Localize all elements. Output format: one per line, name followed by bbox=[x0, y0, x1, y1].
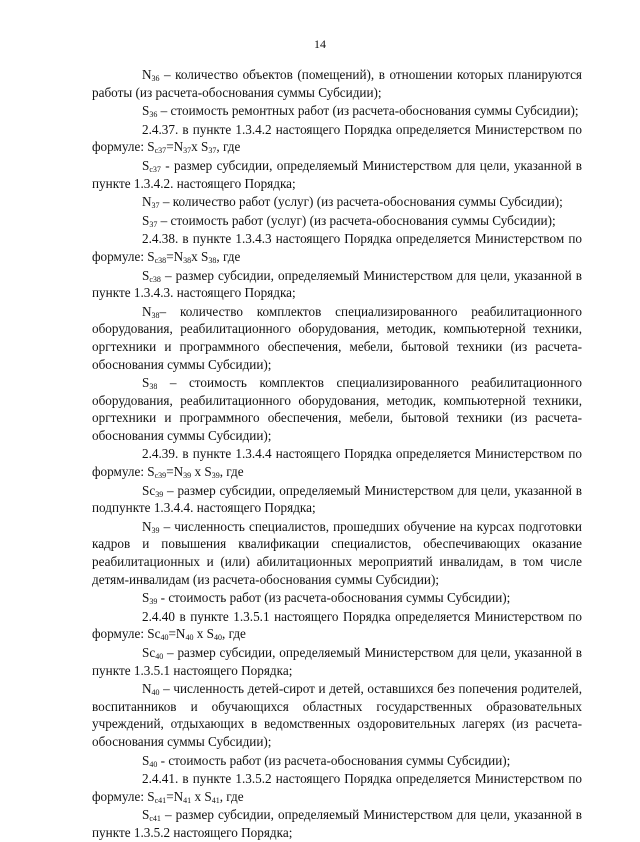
paragraph bbox=[92, 589, 582, 607]
paragraph-text: N bbox=[142, 518, 152, 534]
subscript-index: 37 bbox=[151, 201, 160, 211]
subscript-index: 37 bbox=[208, 146, 217, 156]
paragraph-text: – численность детей-сирот и детей, оставшихся без попечения родителей, воспитанников и обучающихся областных государственных образовательных учреждений, отдыхающих в ведомственных оздоровительных лагерях (из расчета-обоснования суммы Субсидии); bbox=[92, 681, 582, 749]
subscript-index: 40 bbox=[151, 688, 160, 698]
subscript-index: 39 bbox=[151, 525, 160, 535]
paragraph bbox=[92, 482, 582, 517]
subscript-index: 40 bbox=[149, 759, 158, 769]
paragraph-text: – размер субсидии, определяемый Министерством для цели, указанной в пункте 1.3.4.3. настоящего Порядка; bbox=[92, 267, 582, 301]
paragraph bbox=[92, 66, 582, 101]
subscript-index: c41 bbox=[154, 795, 167, 805]
subscript-index: 36 bbox=[151, 74, 160, 83]
paragraph-text: 2.4.38. в пункте 1.3.4.3 настоящего Порядка определяется Министерством по формуле: S bbox=[92, 231, 582, 264]
paragraph-text: Sc bbox=[142, 482, 156, 498]
paragraph-text: , где bbox=[216, 248, 241, 264]
paragraph-text: x S bbox=[191, 139, 209, 155]
paragraph bbox=[92, 608, 582, 643]
subscript-index: 39 bbox=[149, 597, 158, 607]
paragraph-text: - стоимость работ (из расчета-обоснования суммы Субсидии); bbox=[157, 590, 511, 606]
paragraph-text: – численность специалистов, прошедших обучение на курсах подготовки кадров и повышения квалификации специалистов, обеспечивающих оказание реабилитационных и (или) абилитационных мероприятий инвалидам, в том числе детям-инвалидам (из расчета-обоснования суммы Субсидии); bbox=[92, 518, 582, 587]
paragraph bbox=[92, 445, 582, 480]
subscript-index: 39 bbox=[183, 471, 192, 481]
paragraph-text: =N bbox=[166, 464, 184, 480]
page-number: 14 bbox=[314, 37, 326, 51]
subscript-index: 36 bbox=[149, 110, 158, 120]
paragraph bbox=[92, 157, 582, 192]
paragraph-text: N bbox=[142, 303, 152, 319]
paragraph-text: , где bbox=[219, 788, 244, 804]
subscript-index: 38 bbox=[183, 255, 192, 265]
paragraph-text: N bbox=[142, 67, 152, 82]
paragraph bbox=[92, 518, 582, 588]
paragraph bbox=[92, 193, 582, 211]
paragraph-text: - размер субсидии, определяемый Министерством для цели, указанной в пункте 1.3.4.2. настоящего Порядка; bbox=[92, 157, 582, 191]
paragraph-text: 2.4.40 в пункте 1.3.5.1 настоящего Порядка определяется Министерством по формуле: Sc bbox=[92, 608, 582, 642]
paragraph bbox=[92, 267, 582, 302]
paragraph bbox=[92, 374, 582, 444]
subscript-index: c39 bbox=[154, 471, 167, 481]
paragraph-text: - стоимость работ (из расчета-обоснования суммы Субсидии); bbox=[157, 752, 511, 768]
paragraph bbox=[92, 303, 582, 373]
paragraph-text: 2.4.39. в пункте 1.3.4.4 настоящего Порядка определяется Министерством по формуле: S bbox=[92, 446, 582, 480]
paragraph-text: N bbox=[142, 681, 152, 697]
paragraph-text: S bbox=[142, 212, 150, 228]
paragraph-text: – размер субсидии, определяемый Министерством для цели, указанной в пункте 1.3.5.2 настоящего Порядка; bbox=[92, 807, 582, 840]
paragraph-text: S bbox=[142, 267, 150, 283]
paragraph-text: – стоимость комплектов специализированного реабилитационного оборудования, реабилитационного оборудования, методик, компьютерной техники, оргтехники и программного обеспечения, мебели, бытовой техники (из расчета-обоснования суммы Субсидии); bbox=[92, 375, 582, 443]
subscript-index: c38 bbox=[154, 255, 167, 265]
paragraph bbox=[92, 121, 582, 156]
paragraph-text: =N bbox=[166, 788, 184, 804]
paragraph-text: =N bbox=[168, 626, 186, 642]
paragraph bbox=[92, 752, 582, 770]
subscript-index: 40 bbox=[160, 633, 169, 643]
paragraph-text: , где bbox=[221, 626, 246, 642]
document-body bbox=[92, 66, 582, 842]
paragraph-text: – размер субсидии, определяемый Министерством для цели, указанной в пункте 1.3.5.1 настоящего Порядка; bbox=[92, 645, 582, 678]
subscript-index: 39 bbox=[211, 471, 220, 481]
paragraph-text: , где bbox=[219, 464, 244, 480]
paragraph-text: x S bbox=[191, 788, 212, 804]
paragraph-text: S bbox=[142, 375, 150, 391]
paragraph bbox=[92, 680, 582, 750]
subscript-index: 40 bbox=[155, 652, 164, 661]
subscript-index: 37 bbox=[149, 219, 158, 229]
subscript-index: c38 bbox=[149, 274, 161, 284]
paragraph bbox=[92, 806, 582, 841]
paragraph-text: 2.4.37. в пункте 1.3.4.2 настоящего Порядка определяется Министерством по формуле: S bbox=[92, 121, 582, 155]
subscript-index: 40 bbox=[213, 633, 222, 643]
subscript-index: 39 bbox=[155, 489, 164, 499]
paragraph bbox=[92, 644, 582, 679]
paragraph-text: x S bbox=[193, 626, 214, 642]
paragraph-text: – стоимость работ (услуг) (из расчета-обоснования суммы Субсидии); bbox=[157, 212, 556, 228]
subscript-index: 40 bbox=[185, 633, 194, 643]
paragraph-text: – стоимость ремонтных работ (из расчета-обоснования суммы Субсидии); bbox=[157, 103, 579, 119]
paragraph-text: – количество комплектов специализированного реабилитационного оборудования, реабилитационного оборудования, методик, компьютерной техники, оргтехники и программного обеспечения, мебели, бытовой техники (из расчета-обоснования суммы Субсидии); bbox=[92, 303, 582, 372]
paragraph bbox=[92, 102, 582, 120]
paragraph-text: – количество работ (услуг) (из расчета-обоснования суммы Субсидии); bbox=[159, 194, 563, 210]
subscript-index: c41 bbox=[149, 814, 161, 824]
paragraph-text: 2.4.41. в пункте 1.3.5.2 настоящего Порядка определяется Министерством по формуле: S bbox=[92, 771, 582, 804]
paragraph-text: S bbox=[142, 807, 150, 823]
subscript-index: 41 bbox=[211, 795, 220, 805]
subscript-index: 38 bbox=[149, 382, 158, 392]
subscript-index: c37 bbox=[149, 164, 161, 174]
paragraph-text: – размер субсидии, определяемый Министерством для цели, указанной в подпункте 1.3.4.4. настоящего Порядка; bbox=[92, 482, 582, 516]
paragraph-text: N bbox=[142, 194, 152, 210]
paragraph-text: S bbox=[142, 590, 150, 606]
paragraph-text: , где bbox=[216, 139, 241, 155]
subscript-index: 38 bbox=[208, 255, 217, 265]
subscript-index: c37 bbox=[154, 146, 167, 156]
subscript-index: 41 bbox=[183, 795, 192, 805]
paragraph-text: Sc bbox=[142, 645, 156, 660]
paragraph bbox=[92, 212, 582, 230]
paragraph-text: – количество объектов (помещений), в отношении которых планируются работы (из расчета-обоснования суммы Субсидии); bbox=[92, 67, 582, 100]
paragraph-text: x S bbox=[191, 248, 209, 264]
paragraph-text: =N bbox=[166, 248, 184, 264]
paragraph bbox=[92, 770, 582, 805]
subscript-index: 37 bbox=[183, 146, 192, 156]
subscript-index: 38 bbox=[151, 310, 160, 320]
paragraph-text: S bbox=[142, 157, 150, 173]
paragraph bbox=[92, 230, 582, 265]
paragraph-text: S bbox=[142, 752, 150, 768]
paragraph-text: S bbox=[142, 103, 150, 119]
paragraph-text: x S bbox=[191, 464, 212, 480]
paragraph-text: =N bbox=[166, 139, 184, 155]
